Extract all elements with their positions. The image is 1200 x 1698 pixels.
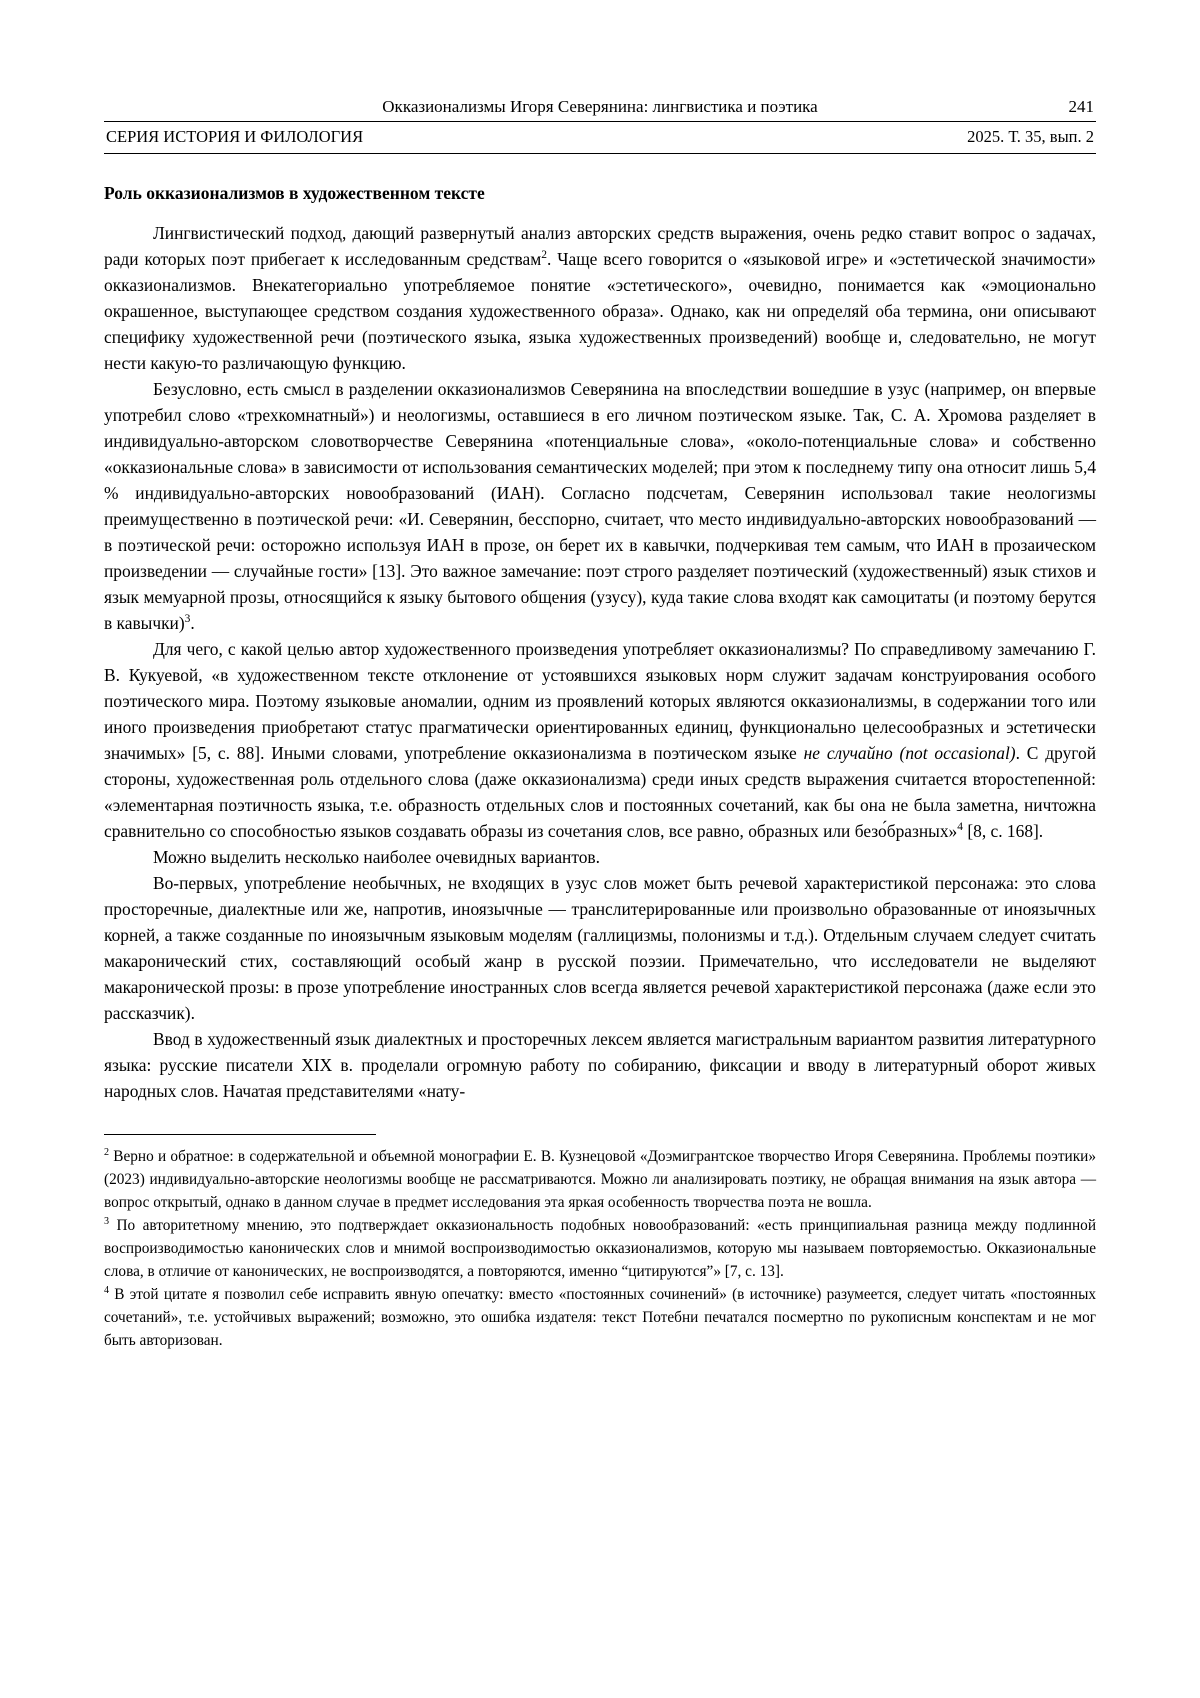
text-run: Лингвистический подход, дающий развернутый анализ авторских средств выражения, очень редко ставит вопрос о задачах, ради которых поэт прибегает к исследованным средствам [104, 223, 1096, 269]
article-body [104, 220, 1096, 1104]
series-title: СЕРИЯ ИСТОРИЯ И ФИЛОЛОГИЯ [106, 127, 364, 146]
footnote-separator [104, 1134, 376, 1135]
footnote-marker: 3 [104, 1215, 110, 1227]
paragraph [104, 1026, 1096, 1104]
series-row [104, 122, 1096, 154]
text-run: По авторитетному мнению, это подтверждает окказиональность подобных новообразований: «есть принципиальная разница между подлинной воспроизводимостью канонических слов и мнимой воспроизводимостью окказионализмов, которую мы называем повторяемостью. Окказиональные слова, в отличие от канонических, не воспроизводятся, а повторяются, именно “цитируются”» [7, с. 13]. [104, 1217, 1096, 1280]
text-run: Можно выделить несколько наиболее очевидных вариантов. [153, 847, 600, 867]
footnote-marker: 2 [104, 1146, 110, 1158]
text-run: . [190, 613, 195, 633]
issue-info: 2025. Т. 35, вып. 2 [967, 127, 1094, 146]
paragraph [104, 870, 1096, 1026]
text-run: Для чего, с какой целью автор художественного произведения употребляет окказионализмы? По справедливому замечанию Г. В. Кукуевой, «в художественном тексте отклонение от устоявшихся языковых норм служит задачам конструирования особого поэтического мира. Поэтому языковые аномалии, одним из проявлений которых являются окказионализмы, в содержании того или иного произведения приобретают статус прагматически ориентированных единиц, функционально целесообразных и эстетически значимых» [5, с. 88]. Иными словами, употребление окказионализма в поэтическом языке [104, 639, 1096, 763]
text-run: В этой цитате я позволил себе исправить явную опечатку: вместо «постоянных сочинений» (в источнике) разумеется, следует читать «постоянных сочетаний», т.е. устойчивых выражений; возможно, это ошибка издателя: текст Потебни печатался посмертно по рукописным конспектам и не мог быть авторизован. [104, 1286, 1096, 1349]
page-number: 241 [1068, 97, 1094, 116]
text-run: Ввод в художественный язык диалектных и просторечных лексем является магистральным вариантом развития литературного языка: русские писатели XIX в. проделали огромную работу по собиранию, фиксации и вводу в литературный оборот живых народных слов. Начатая представителями «нату- [104, 1029, 1096, 1101]
text-run: . С другой стороны, художественная роль отдельного слова (даже окказионализма) среди иных средств выражения считается второстепенной: «элементарная поэтичность языка, т.е. образность отдельных слов и постоянных сочетаний, как бы она не была заметна, ничтожна сравнительно со способностью языков создавать образы из сочетания слов, все равно, образных или безо́бразных» [104, 743, 1097, 841]
footnotes-block [104, 1145, 1096, 1352]
section-title: Роль окказионализмов в художественном тексте [104, 183, 485, 203]
paragraph [104, 220, 1096, 376]
footnote-marker: 2 [541, 249, 547, 262]
paragraph [104, 844, 1096, 870]
footnote-marker: 3 [184, 613, 191, 626]
emphasis-text: не случайно (not occasional) [803, 743, 1016, 763]
paragraph [104, 376, 1096, 636]
footnote [104, 1214, 1096, 1283]
text-run: [8, с. 168]. [962, 821, 1044, 841]
footnote-marker: 4 [104, 1284, 110, 1296]
paragraph [104, 636, 1096, 844]
text-run: Верно и обратное: в содержательной и объемной монографии Е. В. Кузнецовой «Доэмигрантское творчество Игоря Северянина. Проблемы поэтики» (2023) индивидуально-авторские неологизмы вообще не рассматриваются. Можно ли анализировать поэтику, не обращая внимания на язык автора — вопрос открытый, однако в данном случае в предмет исследования эта яркая особенность творчества поэта не вошла. [104, 1148, 1096, 1211]
running-title: Окказионализмы Игоря Северянина: лингвистика и поэтика [382, 97, 818, 116]
text-run: . Чаще всего говорится о «языковой игре» и «эстетической значимости» окказионализмов. Внекатегориально употребляемое понятие «эстетического», очевидно, понимается как «эмоционально окрашенное, выступающее средством создания художественного образа». Однако, как ни определяй оба термина, они описывают специфику художественной речи (поэтического языка, языка художественных произведений) вообще и, следовательно, не могут нести какую-то различающую функцию. [104, 249, 1096, 373]
footnote-marker: 4 [957, 821, 963, 834]
text-run: Безусловно, есть смысл в разделении окказионализмов Северянина на впоследствии вошедшие в узус (например, он впервые употребил слово «трехкомнатный») и неологизмы, оставшиеся в его личном поэтическом языке. Так, С. А. Хромова разделяет в индивидуально-авторском словотворчестве Северянина «потенциальные слова», «около-потенциальные слова» и собственно «окказиональные слова» в зависимости от использования семантических моделей; при этом к последнему типу она относит лишь 5,4 % индивидуально-авторских новообразований (ИАН). Согласно подсчетам, Северянин использовал такие неологизмы преимущественно в поэтической речи: «И. Северянин, бесспорно, считает, что место индивидуально-авторских новообразований — в поэтической речи: осторожно используя ИАН в прозе, он берет их в кавычки, подчеркивая тем самым, что ИАН в прозаическом произведении — случайные гости» [13]. Это важное замечание: поэт строго разделяет поэтический (художественный) язык стихов и язык мемуарной прозы, относящийся к языку бытового общения (узусу), куда такие слова входят как самоцитаты (и поэтому берутся в кавычки) [104, 379, 1097, 633]
footnote [104, 1283, 1096, 1352]
page-header [104, 96, 1096, 122]
footnote [104, 1145, 1096, 1214]
text-run: Во-первых, употребление необычных, не входящих в узус слов может быть речевой характеристикой персонажа: это слова просторечные, диалектные или же, напротив, иноязычные — транслитерированные или произвольно образованные от иноязычных корней, а также созданные по иноязычным языковым моделям (галлицизмы, полонизмы и т.д.). Отдельным случаем следует считать макаронический стих, составляющий особый жанр в русской поэзии. Примечательно, что исследователи не выделяют макаронической прозы: в прозе употребление иностранных слов всегда является речевой характеристикой персонажа (даже если это рассказчик). [104, 873, 1096, 1023]
